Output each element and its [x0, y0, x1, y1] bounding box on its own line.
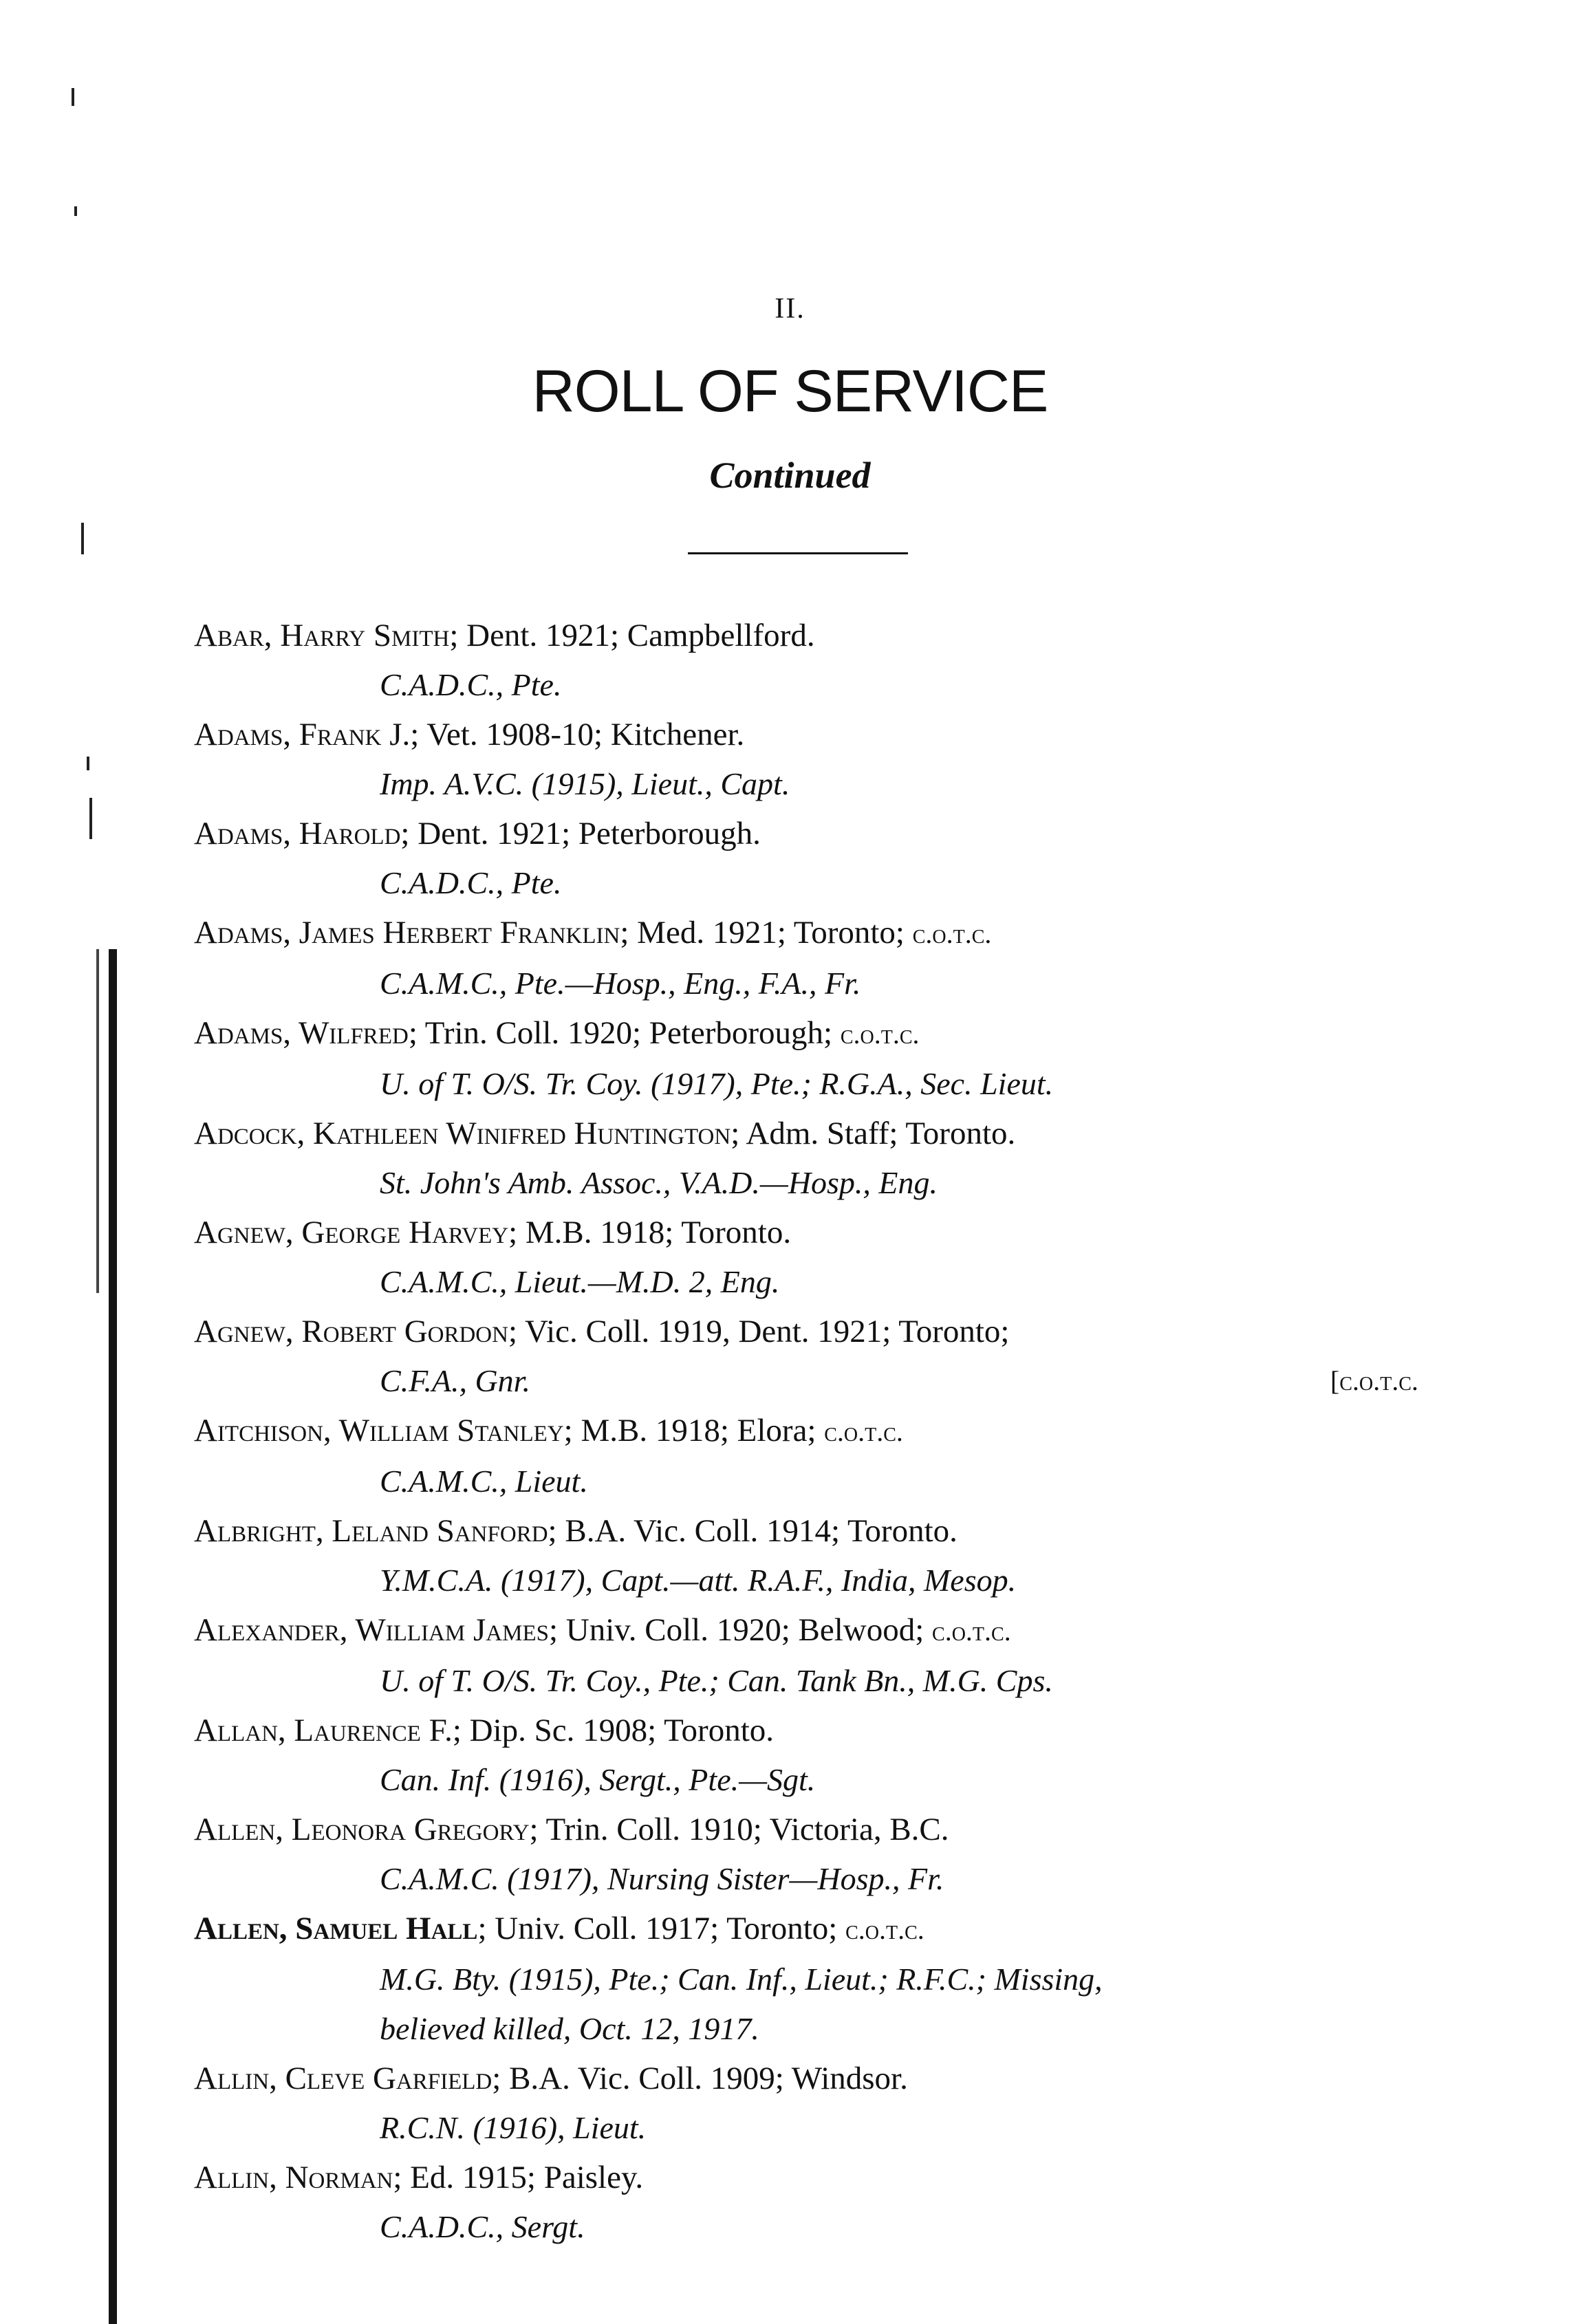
entry-name: Allen, Leonora Gregory — [194, 1812, 530, 1847]
roll-entry — [194, 908, 1418, 1008]
entry-heading-line — [194, 1109, 1418, 1158]
service-text: believed killed, Oct. 12, 1917. — [380, 2011, 759, 2046]
entry-heading-line — [194, 1706, 1418, 1755]
entry-name: Adams, Harold — [194, 816, 401, 851]
entry-heading-line — [194, 710, 1418, 759]
entry-details: ; Med. 1921; Toronto; c.o.t.c. — [620, 915, 992, 951]
entry-details: ; Dent. 1921; Campbellford. — [449, 618, 815, 653]
roll-entry — [194, 611, 1418, 710]
entry-details: ; Dent. 1921; Peterborough. — [400, 816, 761, 851]
service-text: St. John's Amb. Assoc., V.A.D.—Hosp., Eng. — [380, 1165, 938, 1200]
entry-details: ; Trin. Coll. 1920; Peterborough; c.o.t.c. — [408, 1015, 920, 1051]
roll-entry — [194, 809, 1418, 908]
entry-service-line — [194, 858, 1418, 908]
entry-heading-line — [194, 1506, 1418, 1556]
entry-details: ; Vic. Coll. 1919, Dent. 1921; Toronto; — [508, 1314, 1010, 1349]
entry-heading-line — [194, 1605, 1418, 1656]
entry-details: ; Univ. Coll. 1920; Belwood; c.o.t.c. — [548, 1612, 1011, 1648]
page-title: ROLL OF SERVICE — [532, 358, 1048, 424]
roll-entry — [194, 1008, 1418, 1109]
entry-heading-line — [194, 1904, 1418, 1955]
entry-name: Allin, Norman — [194, 2160, 393, 2195]
entry-heading-line — [194, 1208, 1418, 1257]
entry-service-line — [194, 1755, 1418, 1805]
service-text: C.A.M.C. (1917), Nursing Sister—Hosp., Fr. — [380, 1861, 944, 1896]
service-text: C.A.M.C., Pte.—Hosp., Eng., F.A., Fr. — [380, 966, 861, 1001]
scan-mark — [81, 523, 84, 554]
service-text: U. of T. O/S. Tr. Coy., Pte.; Can. Tank Bn., M.G. Cps. — [380, 1663, 1053, 1698]
entry-service-line — [194, 1457, 1418, 1506]
service-text: R.C.N. (1916), Lieut. — [380, 2110, 647, 2145]
entry-heading-line — [194, 2054, 1418, 2103]
entry-name: Abar, Harry Smith — [194, 618, 450, 653]
roll-entry — [194, 1805, 1418, 1904]
entry-service-line — [194, 2103, 1418, 2153]
entry-details: ; Trin. Coll. 1910; Victoria, B.C. — [529, 1812, 949, 1847]
entry-name: Allen, Samuel Hall — [194, 1911, 478, 1946]
entry-details: ; Dip. Sc. 1908; Toronto. — [452, 1713, 774, 1748]
service-text: Y.M.C.A. (1917), Capt.—att. R.A.F., India, Mesop. — [380, 1563, 1017, 1598]
roll-entry — [194, 2153, 1418, 2252]
entry-name: Allan, Laurence F. — [194, 1713, 453, 1748]
entry-name: Aitchison, William Stanley — [194, 1413, 564, 1448]
binding-edge-shadow — [109, 949, 117, 2324]
entry-details: ; Vet. 1908-10; Kitchener. — [410, 717, 745, 752]
roll-entry — [194, 1406, 1418, 1506]
service-text: U. of T. O/S. Tr. Coy. (1917), Pte.; R.G.A., Sec. Lieut. — [380, 1066, 1054, 1101]
entry-service-line — [194, 1356, 1418, 1406]
entry-service-line — [194, 1955, 1418, 2004]
entry-name: Agnew, Robert Gordon — [194, 1314, 508, 1349]
entry-service-line — [194, 660, 1418, 710]
entry-name: Adams, James Herbert Franklin — [194, 915, 620, 951]
entry-heading-line — [194, 611, 1418, 660]
section-number: II. — [775, 293, 805, 325]
roll-entry — [194, 1506, 1418, 1605]
roll-entry — [194, 1706, 1418, 1805]
service-text: C.A.M.C., Lieut.—M.D. 2, Eng. — [380, 1264, 780, 1299]
roll-entry — [194, 710, 1418, 809]
entry-name: Agnew, George Harvey — [194, 1215, 509, 1250]
scan-mark — [72, 88, 74, 106]
entry-heading-line — [194, 1406, 1418, 1457]
entry-service-line — [194, 1257, 1418, 1307]
service-text: Imp. A.V.C. (1915), Lieut., Capt. — [380, 766, 790, 801]
page-subtitle: Continued — [709, 455, 871, 496]
entry-name: Albright, Leland Sanford — [194, 1513, 548, 1549]
binding-edge-line — [96, 949, 99, 1293]
service-text: C.A.D.C., Pte. — [380, 667, 562, 702]
entry-details: ; M.B. 1918; Elora; c.o.t.c. — [563, 1413, 903, 1448]
service-text: C.A.D.C., Sergt. — [380, 2209, 585, 2244]
entry-heading-line — [194, 809, 1418, 858]
roll-entries — [194, 611, 1418, 2252]
entry-details: ; M.B. 1918; Toronto. — [508, 1215, 792, 1250]
entry-name: Adams, Wilfred — [194, 1015, 409, 1051]
service-text: M.G. Bty. (1915), Pte.; Can. Inf., Lieut.; R.F.C.; Missing, — [380, 1962, 1103, 1997]
entry-service-line — [194, 1656, 1418, 1706]
entry-name: Adcock, Kathleen Winifred Huntington — [194, 1116, 731, 1151]
roll-entry — [194, 1208, 1418, 1307]
entry-name: Allin, Cleve Garfield — [194, 2061, 493, 2096]
scan-mark — [87, 757, 89, 770]
entry-details: ; Adm. Staff; Toronto. — [731, 1116, 1016, 1151]
entry-details: ; Ed. 1915; Paisley. — [393, 2160, 644, 2195]
entry-details: ; B.A. Vic. Coll. 1909; Windsor. — [492, 2061, 908, 2096]
entry-heading-line — [194, 1805, 1418, 1854]
entry-details: ; B.A. Vic. Coll. 1914; Toronto. — [548, 1513, 957, 1549]
entry-heading-line — [194, 2153, 1418, 2202]
entry-details: ; Univ. Coll. 1917; Toronto; c.o.t.c. — [477, 1911, 924, 1946]
scan-mark — [74, 206, 77, 216]
service-text: Can. Inf. (1916), Sergt., Pte.—Sgt. — [380, 1762, 816, 1797]
service-note: [c.o.t.c. — [1330, 1365, 1418, 1396]
entry-service-line — [194, 2202, 1418, 2252]
entry-service-line — [194, 959, 1418, 1008]
entry-heading-line — [194, 908, 1418, 959]
roll-entry — [194, 2054, 1418, 2153]
roll-entry — [194, 1904, 1418, 2054]
entry-heading-line — [194, 1307, 1418, 1356]
roll-entry — [194, 1109, 1418, 1208]
service-text: C.A.D.C., Pte. — [380, 865, 562, 900]
title-rule — [688, 552, 908, 554]
roll-entry — [194, 1605, 1418, 1706]
entry-service-line — [194, 1854, 1418, 1904]
entry-name: Adams, Frank J. — [194, 717, 411, 752]
entry-service-line — [194, 759, 1418, 809]
roll-entry — [194, 1307, 1418, 1406]
service-text: C.A.M.C., Lieut. — [380, 1464, 588, 1499]
entry-service-line — [194, 1556, 1418, 1605]
entry-service-line — [194, 1059, 1418, 1109]
entry-heading-line — [194, 1008, 1418, 1059]
entry-service-line — [194, 1158, 1418, 1208]
entry-name: Alexander, William James — [194, 1612, 549, 1648]
scan-mark — [89, 798, 92, 839]
entry-service-line — [194, 2004, 1418, 2054]
service-text: C.F.A., Gnr. — [380, 1363, 530, 1398]
